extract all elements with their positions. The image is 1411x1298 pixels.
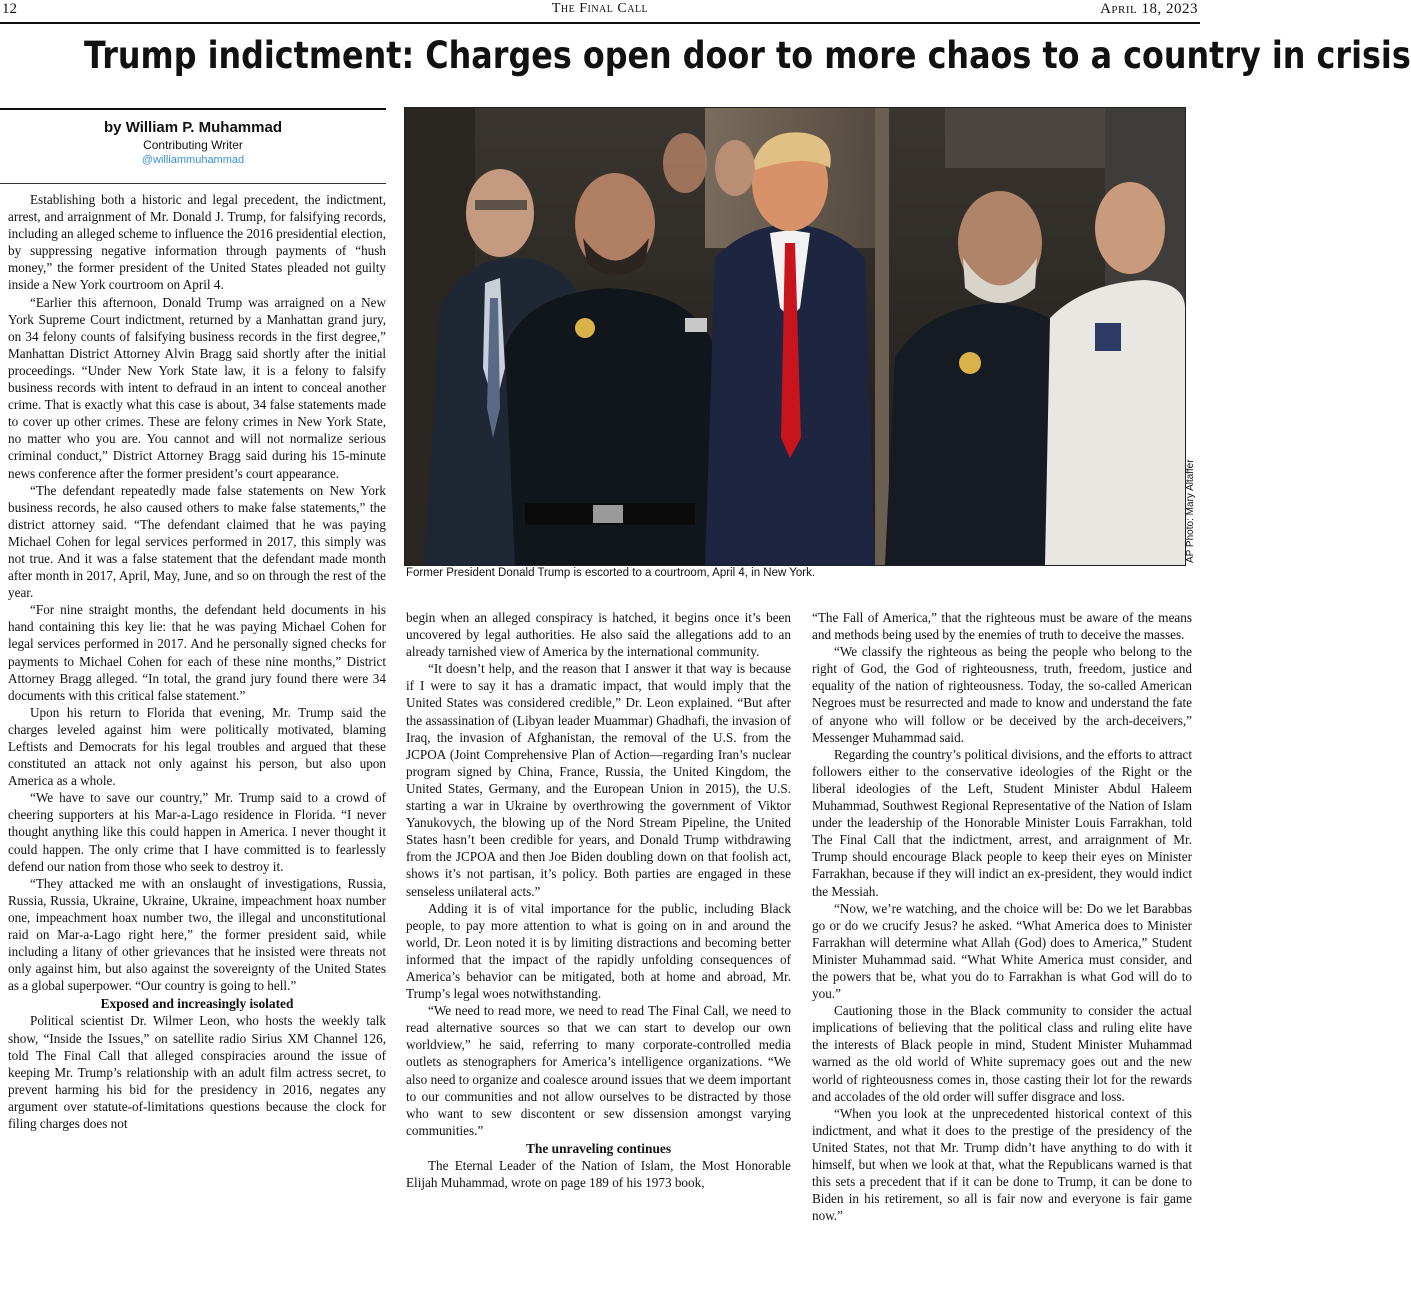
publication-name: The Final Call bbox=[551, 1, 649, 16]
paragraph: begin when an alleged conspiracy is hatched, it begins once it’s been uncovered by legal authorities. He also said the allegations add to an already tarnished view of America by the international community. bbox=[406, 610, 791, 660]
paragraph: “Earlier this afternoon, Donald Trump was arraigned on a New York Supreme Court indictment, returned by a Manhattan grand jury, on 34 felony counts of falsifying business records in the first degree,” Manhattan District Attorney Alvin Bragg said shortly after the initial proceedings. “Under New York State law, it is a felony to falsify business records with intent to defraud in an intent to conceal another crime. That is exactly what this case is about, 34 false statements made to cover up other crimes. These are felony crimes in New York State, no matter who you are. You cannot and will not normalize serious criminal conduct,” District Attorney Bragg said during his 15-minute news conference after the former president’s court appearance. bbox=[8, 294, 386, 481]
paragraph: Establishing both a historic and legal precedent, the indictment, arrest, and arraignment of Mr. Donald J. Trump, for falsifying records, including an alleged scheme to influence the 2016 presidential election, by suppressing negative information through payments of “hush money,” the former president of the United States pleaded not guilty inside a New York courtroom on April 4. bbox=[8, 192, 386, 293]
paragraph: “The defendant repeatedly made false statements on New York business records, he also caused others to make false statements,” the district attorney said. “The defendant claimed that he was paying Michael Cohen for legal services performed in 2017, this simply was not true. And it was a false statement that the defendant made month after month in 2017, April, May, June, and so on through the rest of the year. bbox=[8, 482, 386, 601]
paragraph: “They attacked me with an onslaught of investigations, Russia, Russia, Russia, Ukraine, Ukraine, Ukraine, impeachment hoax number one, impeachment hoax number two, the illegal and unconstitutional raid on Mar-a-Lago right here,” the former president said, while including a litany of other grievances that he insisted were threats not only against him, but also against the sovereignty of the United States as a global superpower. “Our country is going to hell.” bbox=[8, 875, 386, 994]
article-column-3 bbox=[812, 609, 1192, 1297]
byline-bottom-rule bbox=[0, 183, 386, 184]
paragraph: “When you look at the unprecedented historical context of this indictment, and what it does to the prestige of the presidency of the United States, not that Mr. Trump didn’t have anything to do with it himself, but when we look at that, what the Republicans warned is that this sets a precedent that if it can be done to Trump, it can be done to Biden in his retirement, so all is fair now and everyone is fair game now.” bbox=[812, 1105, 1192, 1224]
byline-top-rule bbox=[0, 108, 386, 110]
article-photo bbox=[404, 107, 1186, 566]
paragraph: “The Fall of America,” that the righteous must be aware of the means and methods being used by the enemies of truth to deceive the masses. bbox=[812, 610, 1192, 643]
subhead-unraveling: The unraveling continues bbox=[525, 1140, 672, 1156]
photo-credit-text: AP Photo: Mary Altaffer bbox=[1185, 459, 1196, 563]
issue-date: April 18, 2023 bbox=[1100, 1, 1198, 17]
paragraph: Upon his return to Florida that evening, Mr. Trump said the charges leveled against him were politically motivated, blaming Leftists and Democrats for his legal troubles and argued that these constituted an attack not only against his person, but also upon America as a whole. bbox=[8, 704, 386, 789]
paragraph: Political scientist Dr. Wilmer Leon, who hosts the weekly talk show, “Inside the Issues,” on satellite radio Sirius XM Channel 126, told The Final Call that alleged conspiracies around the issue of keeping Mr. Trump’s relationship with an adult film actress secret, to prevent harming his bid for the presidency in 2016, negates any argument over statute-of-limitations questions because the clock for filing charges does not bbox=[8, 1013, 386, 1131]
page-number: 12 bbox=[2, 1, 17, 17]
subhead-exposed: Exposed and increasingly isolated bbox=[100, 996, 294, 1012]
author-handle[interactable]: @williammuhammad bbox=[141, 154, 245, 166]
article-column-1 bbox=[8, 191, 386, 1295]
paragraph: “Now, we’re watching, and the choice will be: Do we let Barabbas go or do we crucify Jesus? he asked. “What America does to Minister Farrakhan will determine what Allah (God) does to America,” Student Minister Muhammad said. “What White America must consider, and the powers that be, what you do to Farrakhan is what God will do to you.” bbox=[812, 900, 1192, 1002]
paragraph: “It doesn’t help, and the reason that I answer it that way is because if I were to say it has a dramatic impact, that would imply that the United States was considered credible,” Dr. Leon explained. “But after the assassination of (Libyan leader Muammar) Ghadhafi, the invasion of Iraq, the invasion of Afghanistan, the removal of the U.S. from the JCPOA (Joint Comprehensive Plan of Action—regarding Iran’s nuclear program signed by China, France, Russia, the United Kingdom, the United States, Germany, and the European Union in 2015), the U.S. starting a war in Ukraine by overthrowing the government of Viktor Yanukovych, the blowing up of the Nord Stream Pipeline, the United States hasn’t been credible for years, and Donald Trump withdrawing from the JCPOA and then Joe Biden doubling down on that foolish act, shows it’s not partisan, it’s policy. Both parties are engaged in these senseless unilateral acts.” bbox=[406, 661, 791, 899]
paragraph: “We need to read more, we need to read The Final Call, we need to read alternative sources so that we can start to develop our own worldview,” he said, referring to many corporate-controlled media outlets as stenographers for America’s intelligence organizations. “We also need to organize and coalesce around issues that we deem important to our communities and not allow ourselves to be distracted by those who want to sew discontent or sew dissension amongst varying communities.” bbox=[406, 1003, 791, 1138]
paragraph: The Eternal Leader of the Nation of Islam, the Most Honorable Elijah Muhammad, wrote on page 189 of his 1973 book, bbox=[406, 1157, 791, 1190]
folio-bar bbox=[0, 0, 1200, 24]
paragraph: Regarding the country’s political divisions, and the efforts to attract followers either to the conservative ideologies of the Right or the liberal ideologies of the Left, Student Minister Abdul Haleem Muhammad, Southwest Regional Representative of the Nation of Islam under the leadership of the Honorable Minister Louis Farrakhan, told The Final Call that the indictment, arrest, and arraignment of Mr. Trump should encourage Black people to keep their eyes on Minister Farrakhan, because if they will indict an ex-president, they would indict the Messiah. bbox=[812, 746, 1192, 899]
photo-caption: Former President Donald Trump is escorted to a courtroom, April 4, in New York. bbox=[406, 567, 816, 579]
byline-box bbox=[0, 118, 386, 168]
author-role: Contributing Writer bbox=[143, 138, 243, 152]
paragraph: “For nine straight months, the defendant held documents in his hand containing this key lie: that he was paying Michael Cohen for legal services performed in 2017. And he personally signed checks for payments to Michael Cohen for each of these nine months,” District Attorney Bragg alleged. “In total, the grand jury found there were 34 documents with this critical false statement.” bbox=[8, 602, 386, 703]
article-column-2 bbox=[406, 609, 791, 1297]
paragraph: “We have to save our country,” Mr. Trump said to a crowd of cheering supporters at his Mar-a-Lago residence in Florida. “I never thought anything like this could happen in America. I never thought it could happen. The only crime that I have committed is to fearlessly defend our nation from those who seek to destroy it. bbox=[8, 790, 386, 874]
author-name: by William P. Muhammad bbox=[104, 119, 282, 136]
courtroom-escort-photo bbox=[405, 108, 1185, 565]
paragraph: Cautioning those in the Black community to consider the actual implications of believing that the political class and ruling elite have the interests of Black people in mind, Student Minister Muhammad warned as the old world of White supremacy goes out and the new world of righteousness comes in, those casting their lot for the rewards and accolades of the old order will suffer disgrace and loss. bbox=[812, 1003, 1192, 1104]
paragraph: “We classify the righteous as being the people who belong to the right of God, the God of righteousness, truth, freedom, justice and equality of the nation of righteousness. Today, the so-called American Negroes must be resurrected and made to know and understand the fate of anyone who will follow or be deceived by the arch-deceivers,” Messenger Muhammad said. bbox=[812, 644, 1192, 745]
paragraph: Adding it is of vital importance for the public, including Black people, to pay more attention to what is going on in and around the world, Dr. Leon noted it is by limiting distractions and becoming better informed that the impact of the rapidly unfolding consequences of America’s behavior can be mitigated, both at home and abroad, Mr. Trump’s legal woes notwithstanding. bbox=[406, 900, 791, 1002]
headline: Trump indictment: Charges open door to more chaos to a country in crisis bbox=[84, 34, 1411, 77]
